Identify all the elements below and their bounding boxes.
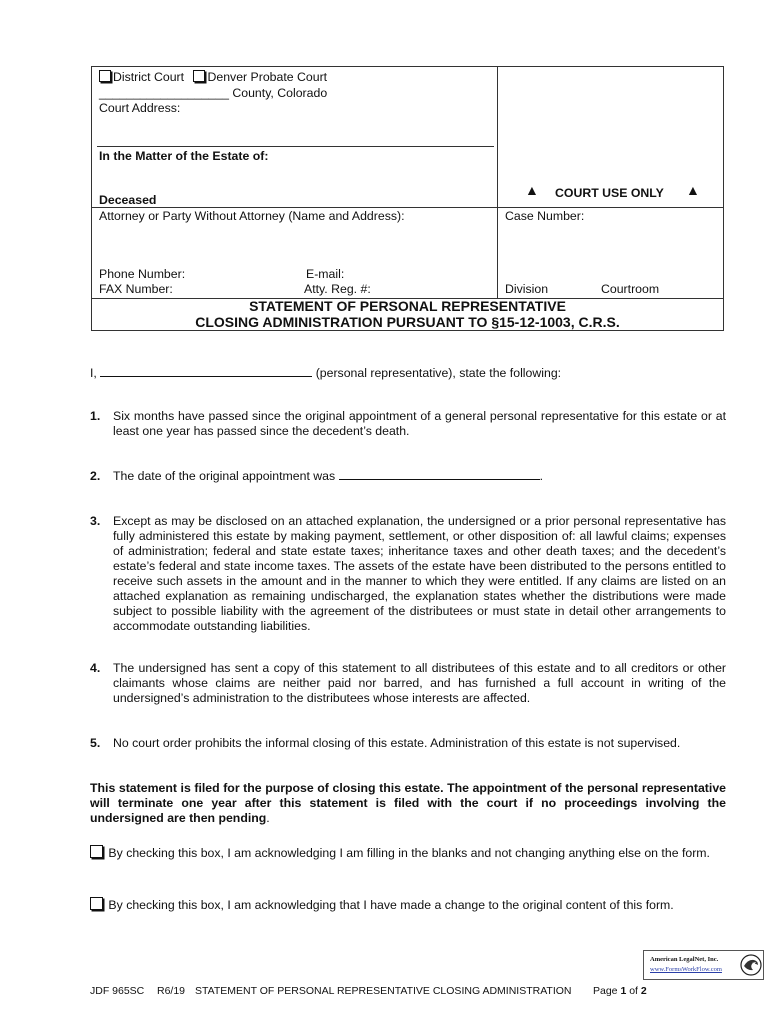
item-text: No court order prohibits the informal closing of this estate. Administration of this estate is not supervised.: [113, 736, 681, 750]
list-item: [90, 514, 726, 634]
item-text: The undersigned has sent a copy of this statement to all distributees of this estate and to all creditors or other claimants whose claims are neither paid nor barred, and has furnished a full account in writing of the undersigned’s administration to the distributees whose interests are affected.: [113, 661, 726, 705]
item-number: 1.: [90, 409, 101, 423]
footer-title: STATEMENT OF PERSONAL REPRESENTATIVE CLOSING ADMINISTRATION: [195, 985, 572, 997]
form-title-line2: CLOSING ADMINISTRATION PURSUANT TO §15-12-1003, C.R.S.: [195, 314, 620, 330]
county-label: County, Colorado: [232, 86, 328, 100]
district-court-label: District Court: [113, 70, 185, 84]
logo-url-link[interactable]: www.FormsWorkFlow.com: [650, 966, 722, 973]
county-row: [99, 86, 327, 100]
acknowledge-change-checkbox[interactable]: [90, 897, 103, 910]
list-item: [90, 409, 726, 439]
page-word: Page: [593, 985, 618, 997]
atty-reg-label: Atty. Reg. #:: [304, 282, 371, 296]
eagle-logo-icon: [740, 954, 762, 976]
matter-label: In the Matter of the Estate of:: [99, 149, 269, 163]
court-address-label: Court Address:: [99, 101, 181, 115]
item-number: 5.: [90, 736, 101, 750]
fax-label: FAX Number:: [99, 282, 173, 296]
denver-probate-checkbox[interactable]: [193, 70, 205, 82]
item-text: Six months have passed since the original appointment of a general personal representative for this estate or at least one year has passed since the decedent’s death.: [113, 409, 726, 438]
division-label: Division: [505, 282, 549, 296]
intro-line: [90, 366, 561, 380]
legalnet-logo: [643, 950, 764, 980]
denver-probate-label: Denver Probate Court: [207, 70, 328, 84]
acknowledge-change-label: By checking this box, I am acknowledging that I have made a change to the original content of this form.: [108, 898, 674, 912]
item-number: 3.: [90, 514, 101, 528]
page-total: 2: [640, 985, 647, 997]
item-text: The date of the original appointment was: [113, 469, 336, 483]
district-court-checkbox[interactable]: [99, 70, 111, 82]
page-current: 1: [620, 985, 627, 997]
personal-representative-blank[interactable]: [100, 376, 312, 377]
closing-notice-text: This statement is filed for the purpose of closing this estate. The appointment of the personal representative will terminate one year after this statement is filed with the court if no proceedings involving the undersigned are then pending: [90, 781, 726, 825]
intro-prefix: I,: [90, 366, 97, 380]
acknowledge-no-change-label: By checking this box, I am acknowledging I am filling in the blanks and not changing anything else on the form.: [108, 846, 710, 860]
deceased-label: Deceased: [99, 193, 157, 207]
item-number: 2.: [90, 469, 101, 483]
item-text: Except as may be disclosed on an attached explanation, the undersigned or a prior personal representative has fully administered this estate by making payment, settlement, or other disposition of: all lawful claims; expenses of administration; federal and state estate taxes; inheritance taxes and other death taxes; and the decedent’s estate’s federal and state income taxes. The assets of the estate have been distributed to the persons entitled to receive such assets in the amount and in the manner to which they were entitled. If any claims are listed on an attached explanation as remaining undischarged, the explanation states whether the distributions were made subject to possible liability with the agreement of the distributees or must state in detail other arrangements to accommodate outstanding liabilities.: [113, 514, 726, 633]
courtroom-label: Courtroom: [601, 282, 660, 296]
item-suffix: .: [539, 469, 544, 483]
caption-matter-top-rule: [97, 146, 494, 147]
footer-revision: R6/19: [157, 985, 186, 997]
list-item: [90, 469, 726, 484]
footer-page-number: [593, 985, 647, 997]
caption-vertical-divider: [497, 66, 498, 299]
case-number-label: Case Number:: [505, 209, 585, 223]
of-word: of: [629, 985, 638, 997]
item-number: 4.: [90, 661, 101, 675]
form-title-line1: STATEMENT OF PERSONAL REPRESENTATIVE: [249, 298, 566, 314]
court-use-only-label: COURT USE ONLY: [555, 186, 664, 200]
footer-form-id: JDF 965SC: [90, 985, 145, 997]
list-item: [90, 661, 726, 706]
triangle-right-icon: ▲: [686, 182, 700, 198]
acknowledge-no-change-checkbox[interactable]: [90, 845, 103, 858]
attorney-label: Attorney or Party Without Attorney (Name and Address):: [99, 209, 405, 223]
email-label: E-mail:: [306, 267, 345, 281]
form-title: [91, 298, 724, 330]
intro-suffix: (personal representative), state the following:: [315, 366, 562, 380]
closing-notice-end: .: [266, 811, 270, 825]
acknowledge-no-change-row: [90, 844, 726, 863]
list-item: [90, 736, 726, 751]
triangle-left-icon: ▲: [525, 182, 539, 198]
acknowledge-change-row: [90, 896, 726, 915]
caption-middle-rule: [91, 207, 724, 208]
court-selection-row: [99, 70, 327, 84]
county-blank[interactable]: ___________________: [99, 86, 229, 100]
logo-company-name: American LegalNet, Inc.: [650, 956, 719, 963]
closing-notice: [90, 781, 726, 826]
phone-label: Phone Number:: [99, 267, 186, 281]
appointment-date-blank[interactable]: [339, 479, 540, 480]
